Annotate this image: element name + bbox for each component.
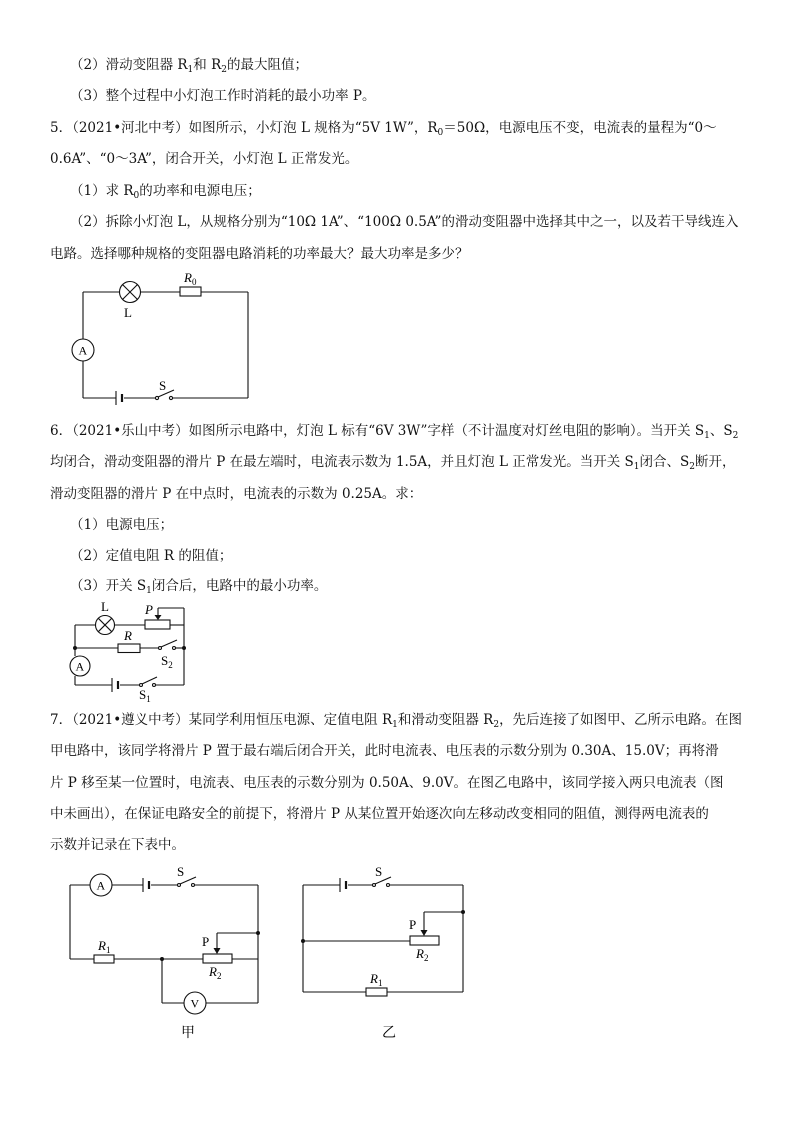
q6-sub3: （3）开关 $S_1$闭合后，电路中的最小功率。 — [70, 578, 328, 596]
q7-jia-caption: 甲 — [181, 1025, 195, 1041]
q7-stem-line4: 中未画出），在保证电路安全的前提下，将滑片 P 从某位置开始逐次向左移动改变相同的阻值，测得两电流表的 — [50, 806, 709, 822]
q6-resistor-label: R — [124, 628, 132, 643]
rheostat-icon — [410, 936, 439, 945]
q6-sub2: （2）定值电阻 R 的阻值； — [70, 548, 233, 564]
battery-icon — [340, 878, 346, 892]
q6-sub1: （1）电源电压； — [70, 517, 174, 533]
q7-jia-slider-label: P — [202, 934, 210, 949]
q7-stem-line5: 示数并记录在下表中。 — [50, 837, 185, 853]
q7-jia-switch-label: S — [177, 864, 185, 879]
q7-yi-r2-label: $R_2$ — [416, 946, 429, 963]
q7-yi-caption: 乙 — [382, 1025, 396, 1041]
q7-stem-line1: 7．（2021•遵义中考）某同学利用恒压电源、定值电阻 $R_1$和滑动变阻器 $R_2$，先后连接了如图甲、乙所示电路。在图 — [50, 712, 743, 730]
q5-stem-line1: 5．（2021•河北中考）如图所示，小灯泡 L 规格为“5V 1W”，$R_0=50\Omega$，电源电压不变，电流表的量程为“0～ — [50, 120, 717, 138]
q4-sub3: （3）整个过程中小灯泡工作时消耗的最小功率 P。 — [70, 88, 376, 104]
svg-text:A: A — [96, 878, 106, 893]
q7-jia-r1-label: $R_1$ — [98, 938, 111, 955]
q6-stem-line2: 均闭合，滑动变阻器的滑片 P 在最左端时，电流表示数为 1.5A，并且灯泡 L 正常发光。当开关 $S_1$闭合、$S_2$断开， — [50, 454, 736, 472]
q5-lamp-label: L — [124, 305, 132, 320]
q6-stem-line1: 6．（2021•乐山中考）如图所示电路中，灯泡 L 标有“6V 3W”字样（不计温度对灯丝电阻的影响）。当开关 $S_1$、$S_2$ — [50, 423, 739, 441]
q5-sub2-line2: 电路。选择哪种规格的变阻器电路消耗的功率最大？最大功率是多少？ — [50, 246, 469, 262]
svg-text:A: A — [78, 343, 88, 358]
q6-slider-label: P — [145, 602, 153, 617]
q7-stem-line3: 片 P 移至某一位置时，电流表、电压表的示数分别为 0.50A、9.0V。在图乙电路中，该同学接入两只电流表（图 — [50, 775, 724, 791]
slider-arrow-icon — [421, 930, 428, 936]
q5-switch-label: S — [159, 378, 167, 393]
q7-yi-r1-label: $R_1$ — [370, 971, 383, 988]
q6-switch1-label: $S_1$ — [139, 687, 151, 704]
q5-resistor-label: $R_0$ — [184, 270, 197, 287]
q5-sub1: （1）求 $R_0$的功率和电源电压； — [70, 183, 261, 201]
q6-lamp-label: L — [101, 599, 109, 614]
svg-text:V: V — [190, 996, 200, 1011]
resistor-icon — [366, 988, 387, 996]
q5-stem-line2: 0.6A”、“0～3A”，闭合开关，小灯泡 L 正常发光。 — [50, 151, 359, 167]
q7-yi-slider-label: P — [409, 917, 417, 932]
q6-switch2-label: $S_2$ — [161, 653, 173, 670]
q7-stem-line2: 甲电路中，该同学将滑片 P 置于最右端后闭合开关，此时电流表、电压表的示数分别为 0.30A、15.0V；再将滑 — [50, 743, 719, 759]
q7-jia-r2-label: $R_2$ — [209, 964, 222, 981]
q7-yi-switch-label: S — [375, 864, 383, 879]
q4-sub2: （2）滑动变阻器 $R_1$和 $R_2$的最大阻值； — [70, 57, 308, 75]
svg-text:A: A — [75, 659, 85, 674]
q6-stem-line3: 滑动变阻器的滑片 P 在中点时，电流表的示数为 0.25A。求： — [50, 486, 423, 502]
q5-sub2-line1: （2）拆除小灯泡 L，从规格分别为“10Ω 1A”、“100Ω 0.5A”的滑动变阻器中选择其中之一，以及若干导线连入 — [70, 214, 739, 230]
